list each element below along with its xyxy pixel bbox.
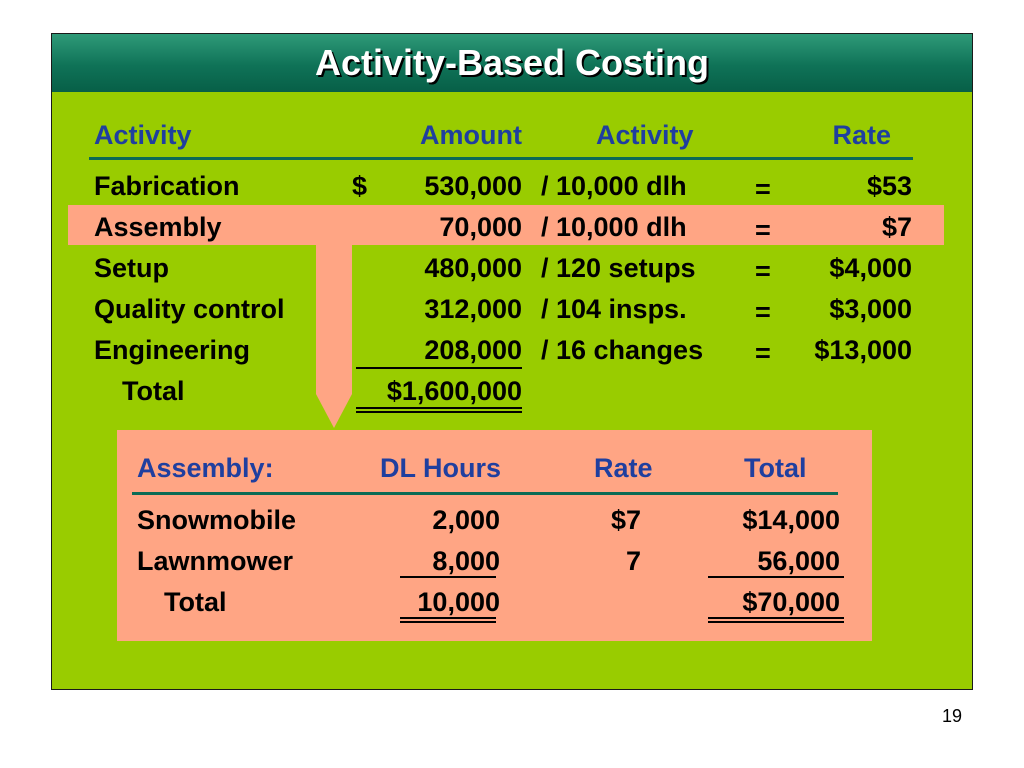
row-dollar: $ xyxy=(352,171,368,201)
row-driver: / 10,000 dlh xyxy=(541,212,687,242)
assembly-header-label: Assembly: xyxy=(137,453,274,483)
row-rate: $13,000 xyxy=(814,335,912,365)
row-amount: 312,000 xyxy=(424,294,522,324)
header-activity: Activity xyxy=(94,120,192,150)
assembly-hours-double-underline xyxy=(400,617,496,623)
row-activity: Engineering xyxy=(94,335,251,365)
assembly-total-label: Total xyxy=(164,587,227,617)
row-amount: 480,000 xyxy=(424,253,522,283)
row-amount: 530,000 xyxy=(424,171,522,201)
row-equals: = xyxy=(755,297,771,327)
row-activity: Quality control xyxy=(94,294,285,324)
row-driver: / 16 changes xyxy=(541,335,704,365)
total-cost-underline xyxy=(708,576,844,578)
row-equals: = xyxy=(755,338,771,368)
row-rate: $3,000 xyxy=(829,294,912,324)
page-number: 19 xyxy=(941,706,962,726)
assembly-row-rate: 7 xyxy=(625,546,641,576)
row-rate: $7 xyxy=(881,212,912,242)
slide-title: Activity-Based Costing xyxy=(314,42,710,83)
row-equals: = xyxy=(755,174,771,204)
assembly-row-total: 56,000 xyxy=(757,546,840,576)
row-rate: $4,000 xyxy=(829,253,912,283)
assembly-row-product: Snowmobile xyxy=(137,505,297,535)
header-rate: Rate xyxy=(832,120,891,150)
assembly-row-hours: 2,000 xyxy=(432,505,500,535)
amount-underline xyxy=(356,367,522,369)
top-header-rule xyxy=(89,157,913,160)
row-driver: / 120 setups xyxy=(541,253,696,283)
row-activity: Setup xyxy=(94,253,170,283)
assembly-header-rule xyxy=(132,492,838,495)
hours-underline xyxy=(400,576,496,578)
assembly-row-total: $14,000 xyxy=(742,505,840,535)
row-driver: / 104 insps. xyxy=(541,294,687,324)
row-amount: 70,000 xyxy=(439,212,522,242)
assembly-total-cost: $70,000 xyxy=(742,587,840,617)
assembly-cost-double-underline xyxy=(708,617,844,623)
title-bar xyxy=(52,34,972,92)
assembly-total-hours: 10,000 xyxy=(417,587,500,617)
row-rate: $53 xyxy=(866,171,912,201)
header-amount: Amount xyxy=(420,120,522,150)
header-activity-driver: Activity xyxy=(596,120,694,150)
row-equals: = xyxy=(755,215,771,245)
assembly-row-product: Lawnmower xyxy=(137,546,294,576)
assembly-row-hours: 8,000 xyxy=(432,546,500,576)
assembly-header-rate: Rate xyxy=(594,453,653,483)
assembly-row-rate: $7 xyxy=(610,505,641,535)
total-amount: $1,600,000 xyxy=(386,376,522,406)
row-activity: Assembly xyxy=(94,212,222,242)
assembly-header-dl-hours: DL Hours xyxy=(380,453,502,483)
total-double-underline xyxy=(356,407,522,413)
row-amount: 208,000 xyxy=(424,335,522,365)
row-equals: = xyxy=(755,256,771,286)
total-label: Total xyxy=(122,376,185,406)
row-activity: Fabrication xyxy=(94,171,240,201)
row-driver: / 10,000 dlh xyxy=(541,171,687,201)
assembly-header-total: Total xyxy=(744,453,807,483)
